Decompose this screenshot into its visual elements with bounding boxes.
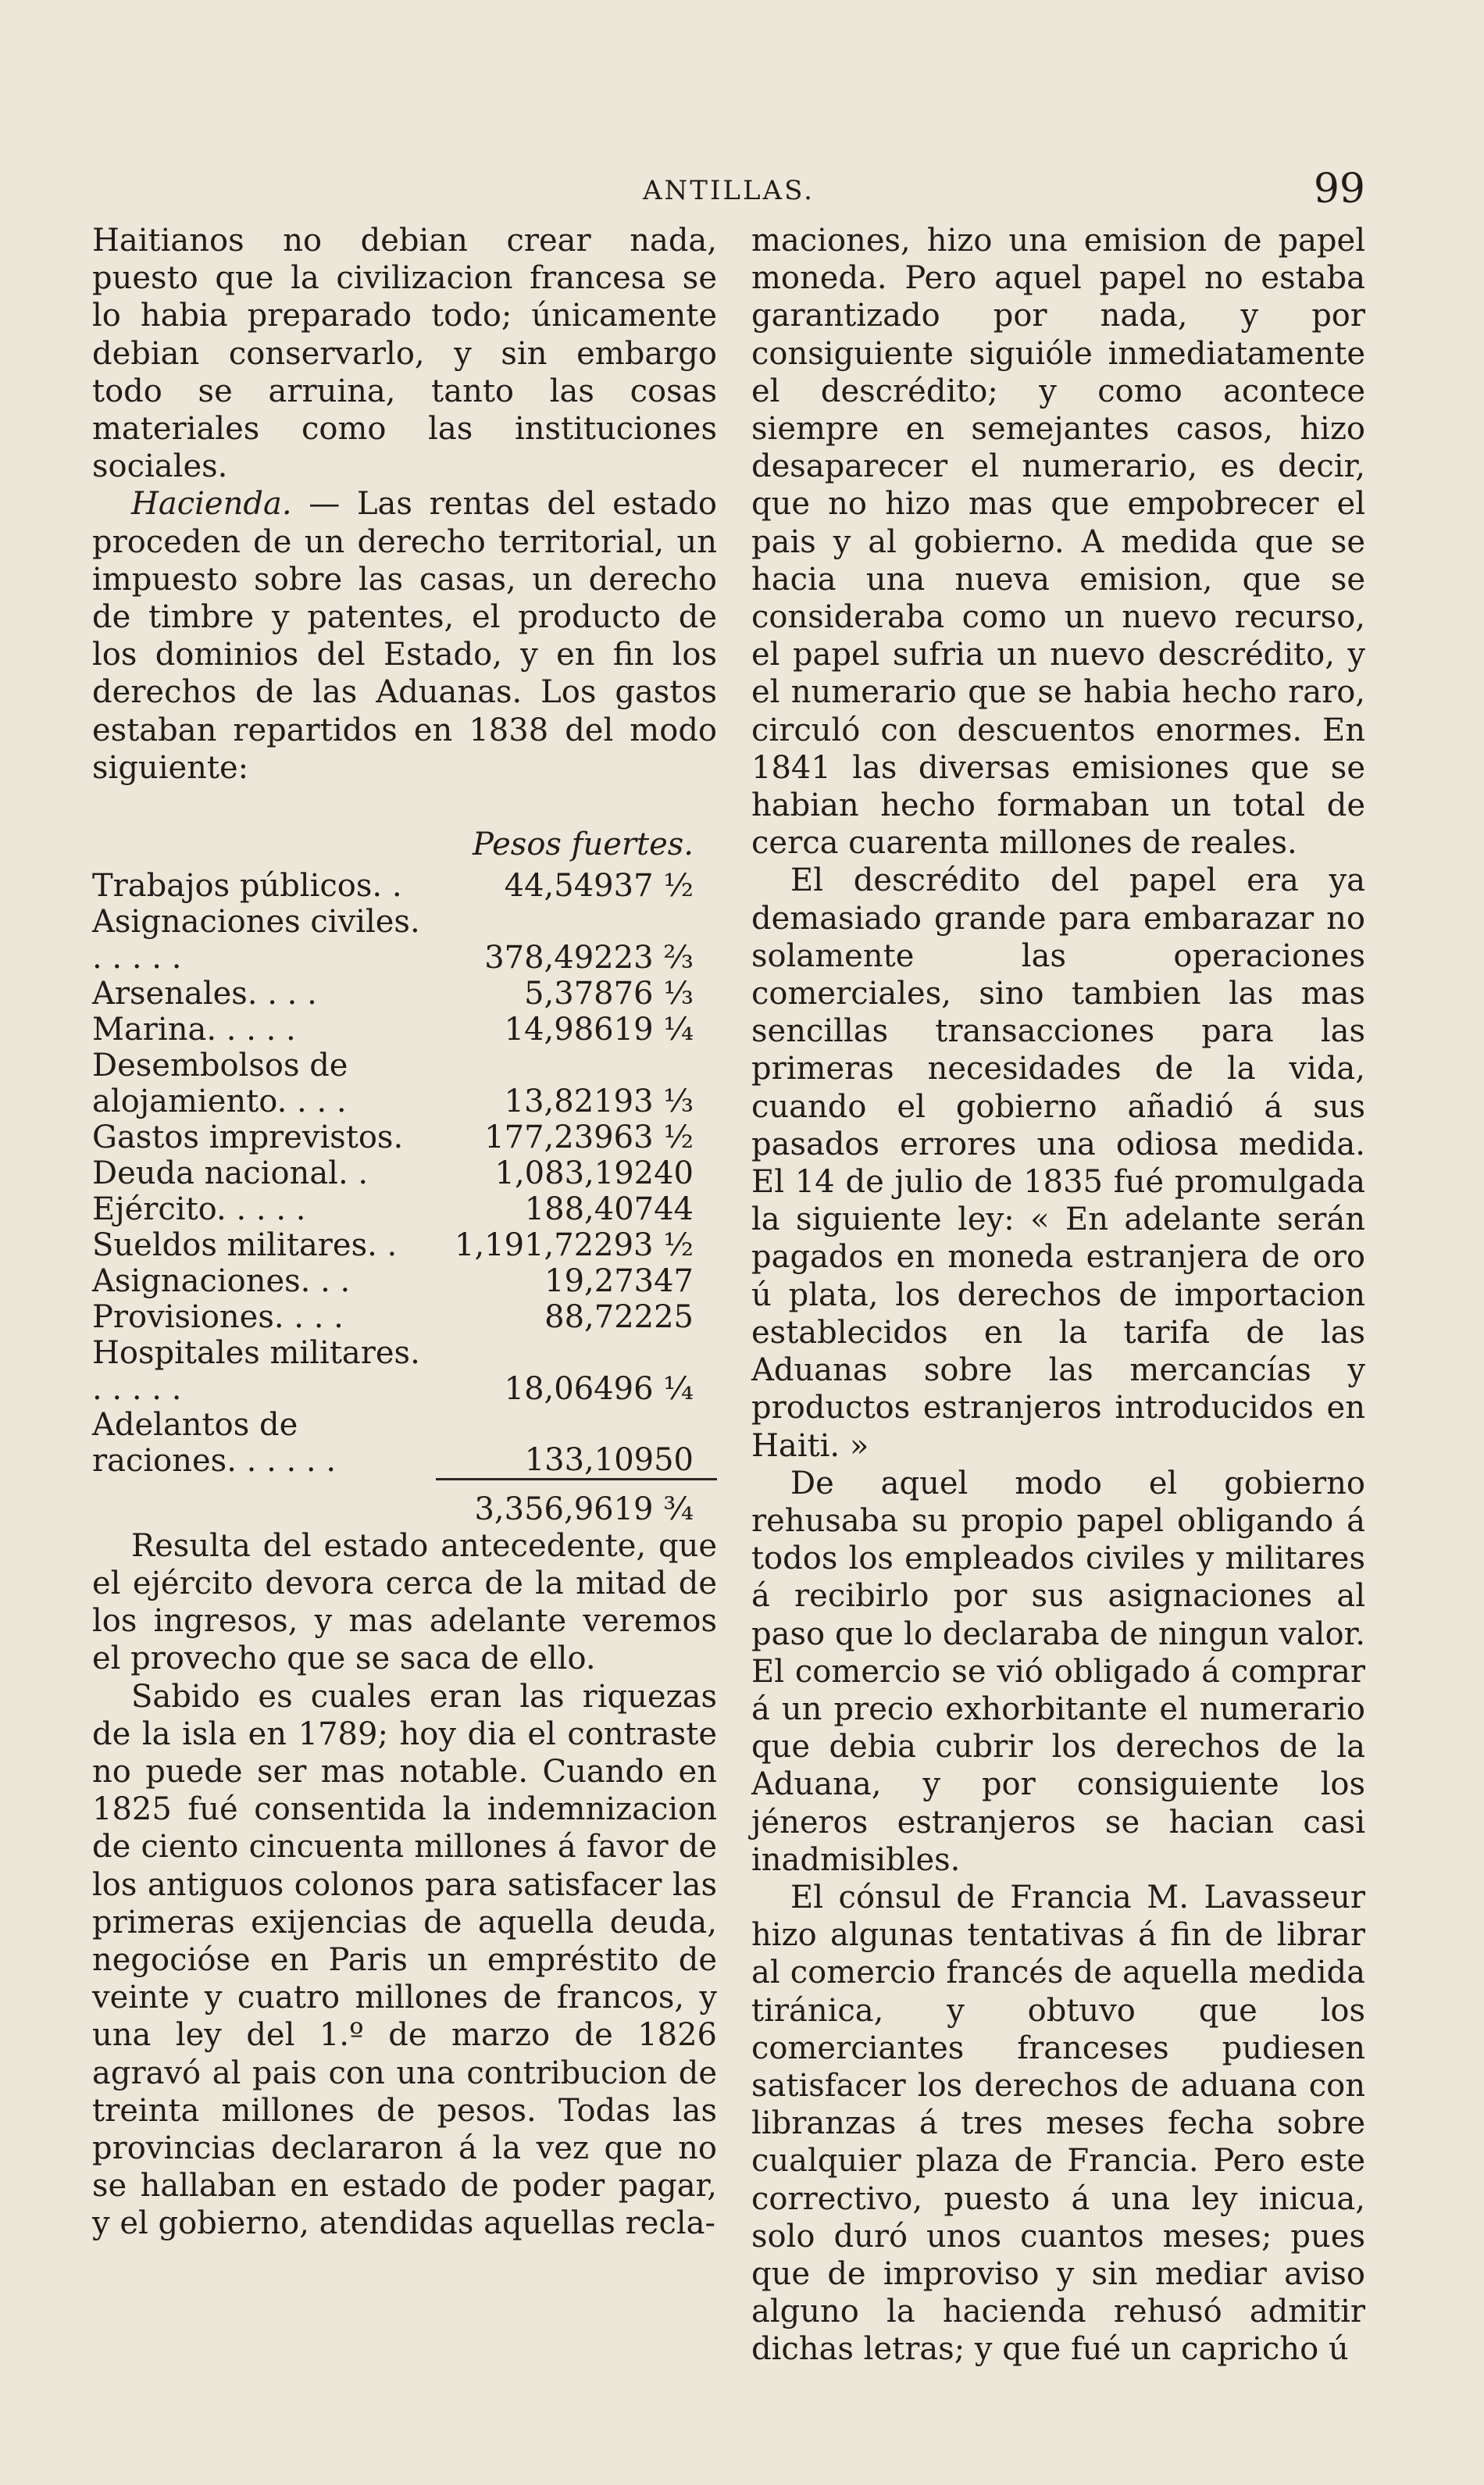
paragraph: El descrédito del papel era ya demasiado grande para embarazar no solamente las operaciones comerciales, sino tambien las mas sencillas transacciones para las primeras necesidades de la vida, cuando el gobierno añadió á sus pasados errores una odiosa medida. El 14 de julio de 1835 fué promulgada la siguiente ley: « En adelante serán pagados en moneda estranjera de oro ú plata, los derechos de importacion establecidos en la tarifa de las Aduanas sobre las mercancías y productos estranjeros introducidos en Haiti. » xyxy=(751,862,1365,1464)
expense-label: Sueldos militares. . xyxy=(92,1227,398,1264)
expense-label: Marina. . . . . xyxy=(92,1012,296,1048)
table-row xyxy=(92,868,717,904)
paragraph: maciones, hizo una emision de papel moneda. Pero aquel papel no estaba garantizado por nada, y por consiguiente siguióle inmediatamente el descrédito; y como acontece siempre en semejantes casos, hizo desaparecer el numerario, es decir, que no hizo mas que empobrecer el pais y al gobierno. A medida que se hacia una nueva emision, que se consideraba como un nuevo recurso, el papel sufria un nuevo descrédito, y el numerario que se habia hecho raro, circuló con descuentos enormes. En 1841 las diversas emisiones que se habian hecho formaban un total de cerca cuarenta millones de reales. xyxy=(751,223,1365,862)
section-heading-hacienda: Hacienda. xyxy=(131,486,292,523)
expense-label: Adelantos de raciones. . . . . . xyxy=(92,1407,337,1480)
expense-label: Arsenales. . . . xyxy=(92,976,317,1012)
table-currency-header: Pesos fuertes. xyxy=(473,827,694,863)
expense-label: Deuda nacional. . xyxy=(92,1155,369,1192)
expense-amount: 14,98619 ¼ xyxy=(504,1012,694,1048)
table-row xyxy=(92,1155,717,1191)
expense-label: Hospitales militares. . . . . . xyxy=(92,1335,420,1408)
paragraph-text: — Las rentas del estado proceden de un derecho territorial, un impuesto sobre las casas, un derecho de timbre y patentes, el producto de los dominios del Estado, y en fin los derechos de las Aduanas. Los gastos estaban repartidos en 1838 del modo siguiente: xyxy=(92,486,717,786)
table-row xyxy=(92,1335,717,1407)
expense-amount: 19,27347 xyxy=(544,1263,694,1300)
table-row xyxy=(92,904,717,976)
expense-amount: 18,06496 ¼ xyxy=(504,1371,694,1408)
table-row xyxy=(92,1299,717,1335)
paragraph: El cónsul de Francia M. Lavasseur hizo algunas tentativas á fin de librar al comercio francés de aquella medida tiránica, y obtuvo que los comerciantes franceses pudiesen satisfacer los derechos de aduana con libranzas á tres meses fecha sobre cualquier plaza de Francia. Pero este correctivo, puesto á una ley inicua, solo duró unos cuantos meses; pues que de improviso y sin mediar aviso alguno la hacienda rehusó admitir dichas letras; y que fué un capricho ú xyxy=(751,1879,1365,2368)
table-row xyxy=(92,1407,717,1479)
table-row xyxy=(92,1263,717,1299)
expense-amount: 378,49223 ⅔ xyxy=(484,940,694,977)
table-row xyxy=(92,1119,717,1155)
left-column xyxy=(92,222,717,2243)
paragraph: Sabido es cuales eran las riquezas de la isla en 1789; hoy dia el contraste no puede ser mas notable. Cuando en 1825 fué consentida la indemnizacion de ciento cincuenta millones á favor de los antiguos colonos para satisfacer las primeras exijencias de aquella deuda, negocióse en Paris un empréstito de veinte y cuatro millones de francos, y una ley del 1.º de marzo de 1826 agravó al pais con una contribucion de treinta millones de pesos. Todas las provincias declararon á la vez que no se hallaban en estado de poder pagar, y el gobierno, atendidas aquellas recla- xyxy=(92,1678,717,2242)
expense-label: Provisiones. . . . xyxy=(92,1299,344,1336)
table-total-row xyxy=(92,1479,717,1527)
expense-amount: 13,82193 ⅓ xyxy=(504,1084,694,1120)
expense-label: Desembolsos de alojamiento. . . . xyxy=(92,1048,348,1120)
expense-amount: 1,083,19240 xyxy=(494,1155,694,1192)
paragraph: De aquel modo el gobierno rehusaba su propio papel obligando á todos los empleados civiles y militares á recibirlo por sus asignaciones al paso que lo declaraba de ningun valor. El comercio se vió obligado á comprar á un precio exhorbitante el numerario que debia cubrir los derechos de la Aduana, y por consiguiente los jéneros estranjeros se hacian casi inadmisibles. xyxy=(751,1465,1365,1878)
expense-amount: 1,191,72293 ½ xyxy=(455,1227,694,1264)
expense-amount: 5,37876 ⅓ xyxy=(524,976,694,1012)
expense-label: Asignaciones. . . xyxy=(92,1263,351,1300)
table-row xyxy=(92,1012,717,1048)
table-row xyxy=(92,976,717,1012)
expense-amount: 177,23963 ½ xyxy=(484,1119,694,1156)
paragraph: Resulta del estado antecedente, que el ejército devora cerca de la mitad de los ingresos, y mas adelante veremos el provecho que se saca de ello. xyxy=(92,1527,717,1677)
expense-label: Ejército. . . . . xyxy=(92,1191,306,1228)
expense-amount: 133,10950 xyxy=(524,1441,694,1478)
expense-amount: 88,72225 xyxy=(544,1299,694,1336)
expense-amount: 188,40744 xyxy=(524,1191,694,1228)
table-total-amount: 3,356,9619 ¾ xyxy=(436,1479,717,1527)
right-column xyxy=(751,222,1365,2369)
running-head: ANTILLAS. xyxy=(642,175,815,206)
expenses-table xyxy=(92,868,717,1527)
page-header xyxy=(92,166,1365,220)
paragraph: Haitianos no debian crear nada, puesto que la civilizacion francesa se lo habia preparado todo; únicamente debian conservarlo, y sin embargo todo se arruina, tanto las cosas materiales como las instituciones sociales. xyxy=(92,223,717,485)
expense-label: Trabajos públicos. . xyxy=(92,868,402,905)
table-row xyxy=(92,1048,717,1119)
hacienda-paragraph xyxy=(92,485,717,787)
table-row xyxy=(92,1191,717,1227)
expense-amount: 44,54937 ½ xyxy=(504,868,694,905)
page-number: 99 xyxy=(1313,166,1365,212)
expense-label: Asignaciones civiles. . . . . . xyxy=(92,904,420,977)
expense-label: Gastos imprevistos. xyxy=(92,1119,404,1156)
table-row xyxy=(92,1227,717,1263)
